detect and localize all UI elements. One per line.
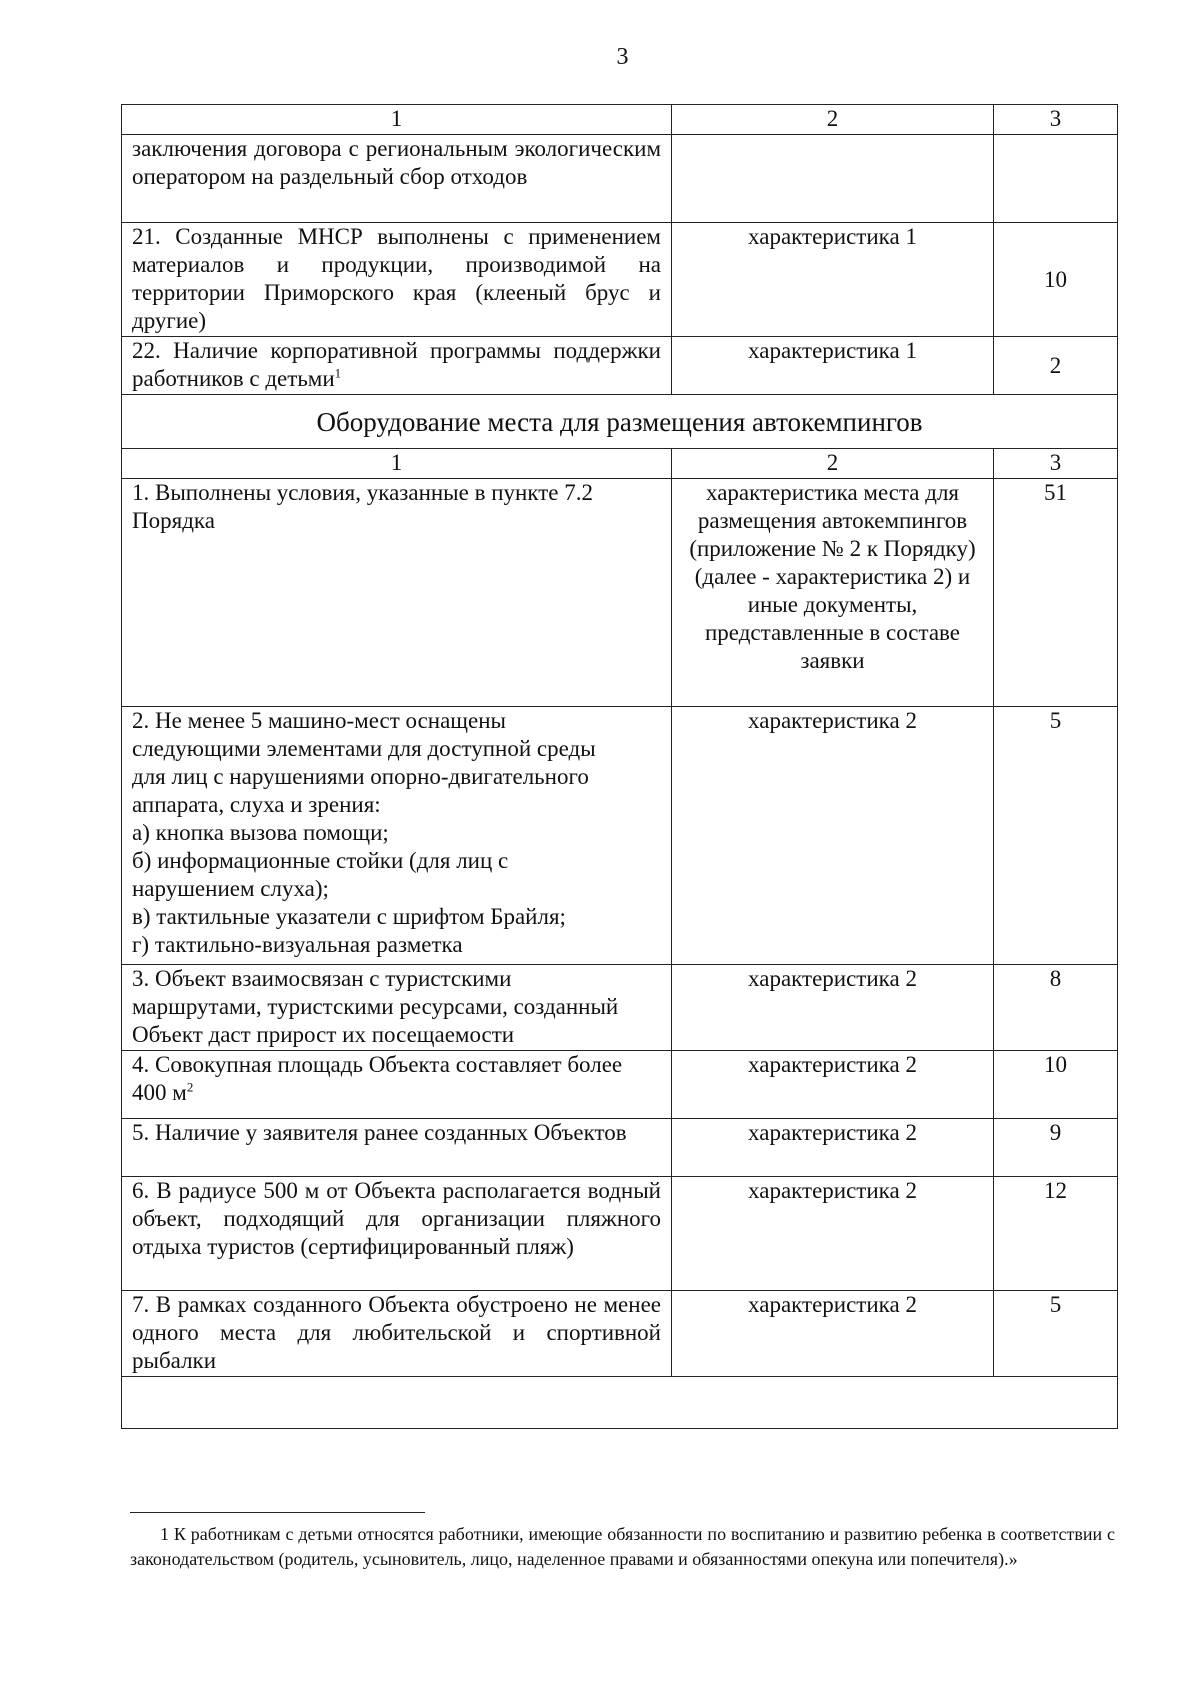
- criterion-line: б) информационные стойки (для лиц с: [132, 848, 509, 873]
- header-col-2: 2: [672, 449, 994, 479]
- source-cell: характеристика 2: [672, 1291, 994, 1377]
- criterion-cell: 21. Созданные МНСР выполнены с применением материалов и продукции, производимой на территории Приморского края (клееный брус и другие): [122, 223, 672, 337]
- table-row: [122, 1119, 1118, 1177]
- footnote-mark: 1: [160, 1524, 169, 1544]
- table-row: [122, 965, 1118, 1051]
- criterion-line: аппарата, слуха и зрения:: [132, 792, 381, 817]
- score-cell: 5: [994, 707, 1118, 965]
- criterion-text: 4. Совокупная площадь Объекта составляет более 400 м: [132, 1052, 623, 1105]
- criterion-cell: 1. Выполнены условия, указанные в пункте 7.2 Порядка: [122, 479, 672, 707]
- source-cell: характеристика 2: [672, 1119, 994, 1177]
- score-cell: 12: [994, 1177, 1118, 1291]
- source-cell: характеристика 1: [672, 223, 994, 337]
- table-row: [122, 707, 1118, 965]
- section-title: Оборудование места для размещения автокемпингов: [122, 395, 1118, 449]
- table-row: [122, 223, 1118, 337]
- source-cell: характеристика 2: [672, 707, 994, 965]
- footnote-text: К работникам с детьми относятся работники, имеющие обязанности по воспитанию и развитию ребенка в соответствии с законодательством (родитель, усыновитель, лицо, наделенное правами и обязанностями опекуна или попечителя).»: [130, 1524, 1116, 1569]
- score-cell: [994, 135, 1118, 223]
- criterion-line: нарушением слуха);: [132, 876, 329, 901]
- score-cell: 2: [994, 337, 1118, 395]
- score-cell: 9: [994, 1119, 1118, 1177]
- source-cell: [672, 135, 994, 223]
- source-cell: характеристика 2: [672, 965, 994, 1051]
- header-col-1: 1: [122, 449, 672, 479]
- criterion-line: в) тактильные указатели с шрифтом Брайля;: [132, 904, 566, 929]
- criterion-text: 22. Наличие корпоративной программы поддержки работников с детьми: [132, 338, 661, 391]
- footnote: [130, 1522, 1115, 1572]
- criterion-line: маршрутами, туристскими ресурсами, созданный: [132, 994, 619, 1019]
- page-number: 3: [616, 44, 629, 70]
- criterion-cell: 6. В радиусе 500 м от Объекта располагается водный объект, подходящий для организации пляжного отдыха туристов (сертифицированный пляж): [122, 1177, 672, 1291]
- source-cell: характеристика места для размещения автокемпингов (приложение № 2 к Порядку) (далее - характеристика 2) и иные документы, представленные в составе заявки: [672, 479, 994, 707]
- criterion-cell: заключения договора с региональным экологическим оператором на раздельный сбор отходов: [122, 135, 672, 223]
- empty-cell: [122, 1377, 1118, 1429]
- criterion-line: для лиц с нарушениями опорно-двигательного: [132, 764, 589, 789]
- score-cell: 5: [994, 1291, 1118, 1377]
- footnote-ref: 1: [334, 365, 342, 381]
- criterion-line: 3. Объект взаимосвязан с туристскими: [132, 966, 512, 991]
- source-cell: характеристика 2: [672, 1177, 994, 1291]
- score-cell: 10: [994, 1051, 1118, 1119]
- score-cell: 51: [994, 479, 1118, 707]
- unit-superscript: 2: [186, 1079, 194, 1095]
- footnote-divider: [130, 1512, 425, 1513]
- criterion-cell: [122, 1051, 672, 1119]
- criterion-line: г) тактильно-визуальная разметка: [132, 932, 463, 957]
- table-header-row: [122, 105, 1118, 135]
- criterion-cell: [122, 707, 672, 965]
- criterion-line: 2. Не менее 5 машино-мест оснащены: [132, 708, 506, 733]
- empty-row: [122, 1377, 1118, 1429]
- criterion-cell: [122, 965, 672, 1051]
- header-col-3: 3: [994, 449, 1118, 479]
- criterion-cell: 7. В рамках созданного Объекта обустроено не менее одного места для любительской и спортивной рыбалки: [122, 1291, 672, 1377]
- source-cell: характеристика 1: [672, 337, 994, 395]
- section-title-row: [122, 395, 1118, 449]
- criterion-cell: [122, 337, 672, 395]
- score-cell: 8: [994, 965, 1118, 1051]
- section-header-row: [122, 449, 1118, 479]
- table-row: [122, 1177, 1118, 1291]
- criteria-table: [121, 104, 1118, 1429]
- header-col-1: 1: [122, 105, 672, 135]
- criterion-cell: 5. Наличие у заявителя ранее созданных Объектов: [122, 1119, 672, 1177]
- table-row: [122, 337, 1118, 395]
- criterion-line: а) кнопка вызова помощи;: [132, 820, 389, 845]
- table-row: [122, 1291, 1118, 1377]
- source-cell: характеристика 2: [672, 1051, 994, 1119]
- criterion-line: Объект даст прирост их посещаемости: [132, 1022, 515, 1047]
- table-row: [122, 1051, 1118, 1119]
- header-col-3: 3: [994, 105, 1118, 135]
- table-row: [122, 135, 1118, 223]
- score-cell: 10: [994, 223, 1118, 337]
- table-row: [122, 479, 1118, 707]
- header-col-2: 2: [672, 105, 994, 135]
- criterion-line: следующими элементами для доступной среды: [132, 736, 596, 761]
